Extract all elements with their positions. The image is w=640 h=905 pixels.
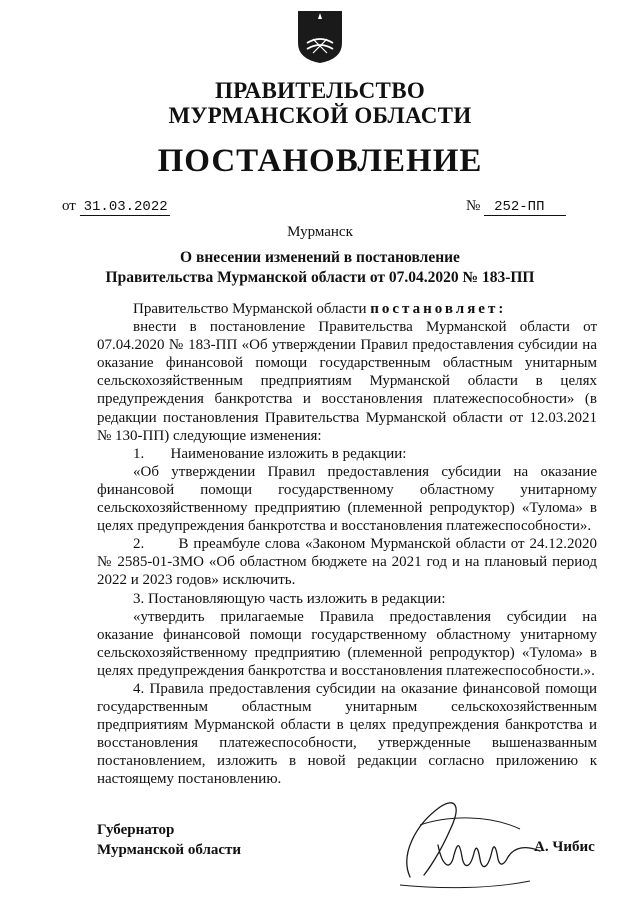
document-number-field: [466, 198, 566, 216]
government-name-line1: ПРАВИТЕЛЬСТВО: [214, 78, 426, 103]
document-subject: [0, 248, 640, 288]
city-name: Мурманск: [287, 224, 353, 240]
date-prefix: от: [62, 198, 76, 214]
number-prefix: №: [466, 198, 481, 214]
subject-line1: О внесении изменений в постановление: [180, 249, 460, 266]
paragraph-quote-2: «утвердить прилагаемые Правила предоставления субсидии на оказание финансовой помощи государственному областному унитарному сельскохозяйственному предприятию (племенной репродуктор) «Тулома» в целях предупреждения банкротства и восстановления платежеспособности.».: [97, 608, 597, 679]
signatory-title-line1: Губернатор: [97, 822, 175, 838]
document-date-field: [62, 198, 170, 216]
paragraph-main: внести в постановление Правительства Мурманской области от 07.04.2020 № 183-ПП «Об утверждении Правил предоставления субсидии на оказание финансовой помощи государственным областным унитарным сельскохозяйственным предприятиям Мурманской области в целях предупреждения банкротства и восстановления платежеспособности» (в редакции постановления Правительства Мурманской области от 12.03.2021 № 130-ПП) следующие изменения:: [97, 319, 597, 444]
paragraph-item-3: 3. Постановляющую часть изложить в редакции:: [133, 590, 446, 607]
signatory-title: [97, 820, 241, 860]
intro-paragraph: [97, 300, 597, 318]
document-number: 252-ПП: [484, 199, 566, 216]
paragraph-item-1: 1. Наименование изложить в редакции:: [133, 445, 407, 462]
signatory-title-line2: Мурманской области: [97, 842, 242, 858]
signatory-name: А. Чибис: [534, 839, 595, 855]
document-type-title: ПОСТАНОВЛЕНИЕ: [157, 143, 483, 179]
government-name-line2: МУРМАНСКОЙ ОБЛАСТИ: [168, 103, 472, 128]
paragraph-quote-1: «Об утверждении Правил предоставления субсидии на оказание финансовой помощи государственному областному унитарному сельскохозяйственному предприятию (племенной репродуктор) «Тулома» в целях предупреждения банкротства и восстановления платежеспособности».: [97, 463, 597, 535]
coat-of-arms-emblem: [296, 9, 344, 65]
subject-line2: Правительства Мурманской области от 07.04.2020 № 183-ПП: [105, 269, 535, 286]
paragraph-item-2: 2. В преамбуле слова «Законом Мурманской области от 24.12.2020 № 2585-01-ЗМО «Об областном бюджете на 2021 год и на плановый период 2022 и 2023 годов» исключить.: [97, 536, 597, 589]
intro-verb: постановляет:: [370, 301, 507, 317]
document-date: 31.03.2022: [80, 199, 170, 216]
paragraph-item-4: 4. Правила предоставления субсидии на оказание финансовой помощи государственным областным унитарным сельскохозяйственным предприятиям Мурманской области в целях предупреждения банкротства и восстановления платежеспособности, утвержденные вышеназванным постановлением, изложить в новой редакции согласно приложению к настоящему постановлению.: [97, 680, 597, 788]
document-body: [97, 300, 597, 789]
government-name: [0, 78, 640, 128]
intro-lead: Правительство Мурманской области: [133, 301, 371, 317]
handwritten-signature: [380, 785, 550, 895]
